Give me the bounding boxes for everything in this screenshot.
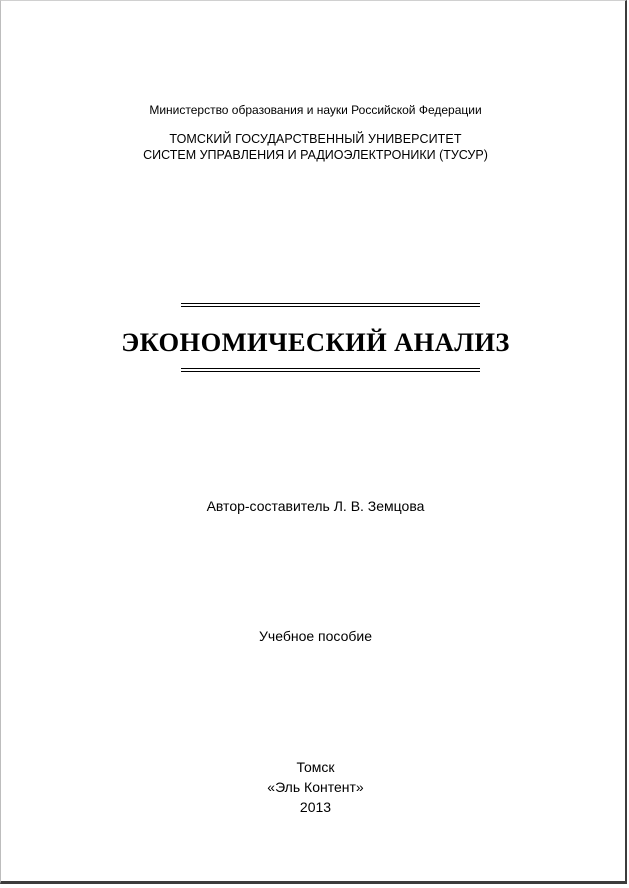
publication-city: Томск (296, 759, 335, 775)
document-title: ЭКОНОМИЧЕСКИЙ АНАЛИЗ (121, 327, 510, 357)
title-bottom-rule (181, 368, 480, 372)
author-line: Автор-составитель Л. В. Земцова (206, 498, 425, 514)
university-name-line-2: СИСТЕМ УПРАВЛЕНИЯ И РАДИОЭЛЕКТРОНИКИ (ТУСУР) (143, 148, 488, 162)
publication-year: 2013 (299, 799, 332, 815)
document-type: Учебное пособие (259, 628, 372, 644)
title-top-rule (181, 303, 480, 307)
university-name-line-1: ТОМСКИЙ ГОСУДАРСТВЕННЫЙ УНИВЕРСИТЕТ (169, 132, 462, 146)
ministry-name: Министерство образования и науки Российской Федерации (149, 103, 482, 117)
publisher-name: «Эль Контент» (267, 779, 364, 795)
